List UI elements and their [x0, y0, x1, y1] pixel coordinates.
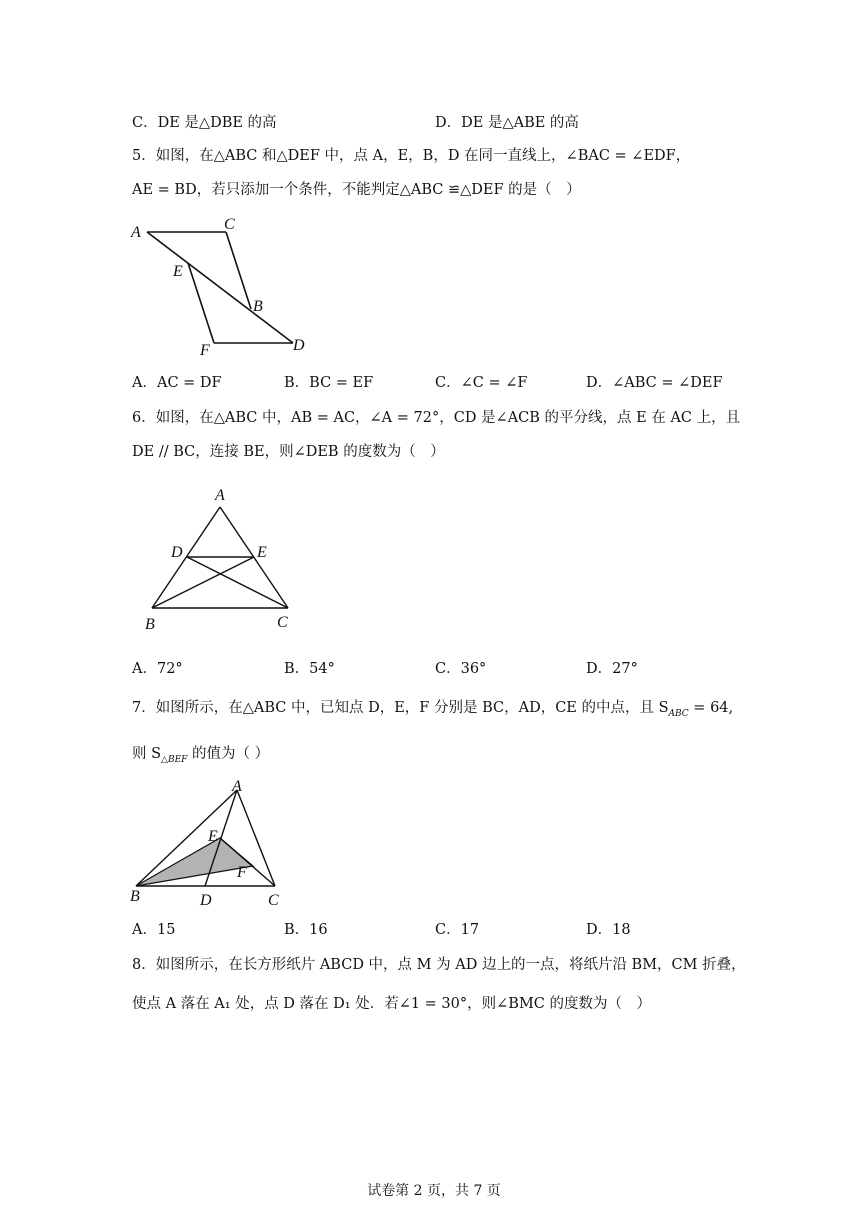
- q7-stem2-subscript: △BEF: [161, 754, 188, 765]
- q5-label-f: F: [200, 342, 210, 359]
- q5-figure: [125, 210, 325, 365]
- q6-label-b: B: [145, 616, 155, 633]
- q6-stem-line1: 6．如图，在△ABC 中，AB = AC，∠A = 72°，CD 是∠ACB 的平分线，点 E 在 AC 上，且: [132, 410, 741, 426]
- q5-label-e: E: [173, 263, 183, 280]
- q6-label-d: D: [171, 544, 183, 561]
- q7-option-d: D．18: [586, 922, 631, 938]
- q8-stem-line1: 8．如图所示，在长方形纸片 ABCD 中，点 M 为 AD 边上的一点，将纸片沿 BM，CM 折叠，: [132, 957, 746, 973]
- q4-option-d: D．DE 是△ABE 的高: [435, 115, 579, 131]
- q7-area-value: = 64,: [688, 700, 734, 716]
- q6-option-d: D．27°: [586, 661, 638, 677]
- q8-stem-line2: 使点 A 落在 A₁ 处，点 D 落在 D₁ 处．若∠1 = 30°，则∠BMC 的度数为（ ）: [132, 996, 651, 1012]
- q5-option-c: C．∠C = ∠F: [435, 375, 528, 391]
- q7-shaded-triangle-bef: [136, 838, 253, 886]
- q7-label-f: F: [237, 864, 247, 881]
- q5-option-d: D．∠ABC = ∠DEF: [586, 375, 723, 391]
- q6-label-e: E: [257, 544, 267, 561]
- q6-label-a: A: [215, 487, 225, 504]
- q7-label-a: A: [232, 778, 242, 795]
- q5-option-a: A．AC = DF: [132, 375, 222, 391]
- q7-label-d: D: [200, 892, 212, 909]
- q7-option-b: B．16: [284, 922, 328, 938]
- q5-label-b: B: [253, 298, 263, 315]
- q7-area-subscript: ABC: [668, 708, 689, 719]
- q7-stem2-tail: 的值为（ ）: [187, 746, 270, 762]
- q5-label-d: D: [293, 337, 305, 354]
- q4-option-c: C．DE 是△DBE 的高: [132, 115, 277, 131]
- q6-label-c: C: [277, 614, 288, 631]
- q7-stem-line1: [132, 698, 733, 724]
- q5-option-b: B．BC = EF: [284, 375, 374, 391]
- q6-option-c: C．36°: [435, 661, 487, 677]
- q5-segment-ad: [147, 232, 293, 343]
- q7-label-c: C: [268, 892, 279, 909]
- q6-option-a: A．72°: [132, 661, 183, 677]
- q5-stem-line2: AE = BD，若只添加一个条件，不能判定△ABC ≌△DEF 的是（ ）: [132, 182, 581, 198]
- q7-label-b: B: [130, 888, 140, 905]
- q5-segment-ef: [188, 263, 214, 343]
- q7-option-c: C．17: [435, 922, 480, 938]
- q6-figure: [135, 482, 310, 637]
- q5-segment-cb: [226, 232, 251, 309]
- q6-option-b: B．54°: [284, 661, 335, 677]
- q7-stem2-head: 则 S: [132, 746, 162, 762]
- q5-label-a: A: [131, 224, 141, 241]
- q7-stem-text: 7．如图所示，在△ABC 中，已知点 D，E，F 分别是 BC，AD，CE 的中点，且 S: [132, 700, 669, 716]
- q5-label-c: C: [224, 216, 235, 233]
- q7-figure: [125, 776, 295, 911]
- q7-option-a: A．15: [132, 922, 176, 938]
- q7-label-e: E: [208, 828, 218, 845]
- q5-stem-line1: 5．如图，在△ABC 和△DEF 中，点 A，E，B，D 在同一直线上，∠BAC = ∠EDF，: [132, 148, 691, 164]
- page-footer: 试卷第 2 页，共 7 页: [367, 1183, 501, 1199]
- q6-stem-line2: DE // BC，连接 BE，则∠DEB 的度数为（ ）: [132, 444, 445, 460]
- q7-stem-line2: [132, 744, 269, 770]
